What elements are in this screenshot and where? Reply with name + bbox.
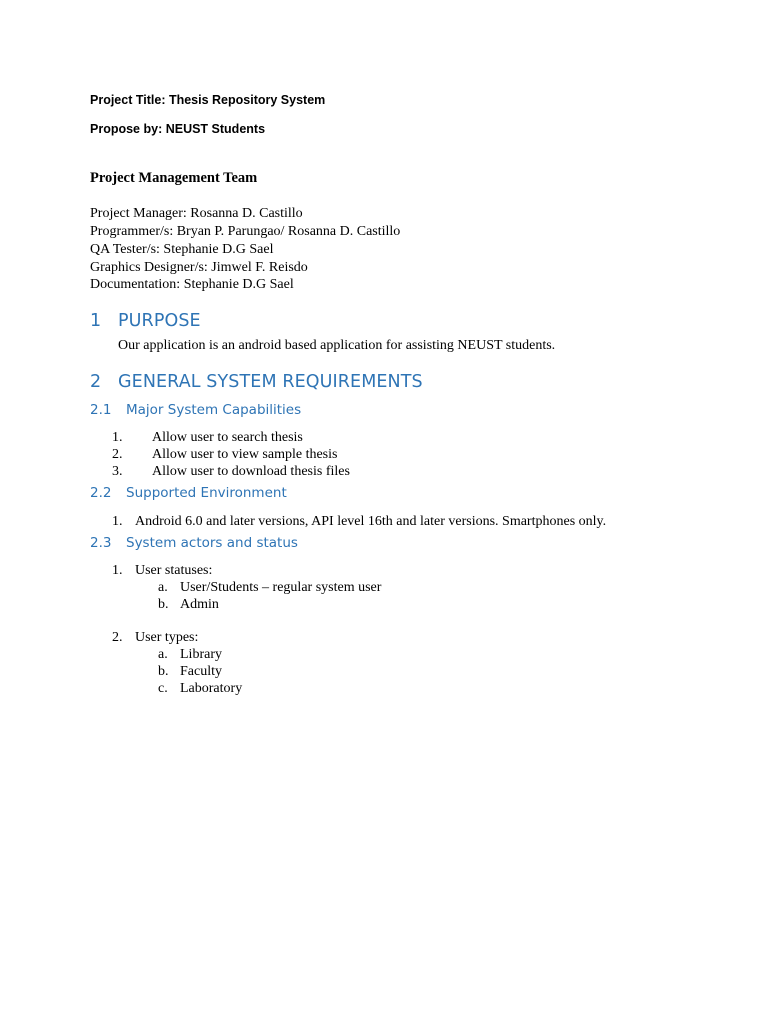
list-marker: c. xyxy=(158,681,168,696)
section-2-heading xyxy=(90,372,423,392)
list-item xyxy=(112,513,606,531)
team-heading: Project Management Team xyxy=(90,170,258,186)
sub-list-item xyxy=(158,663,222,681)
team-member: QA Tester/s: Stephanie D.G Sael xyxy=(90,242,274,257)
proposed-by: Propose by: NEUST Students xyxy=(90,122,266,136)
purpose-text: Our application is an android based application for assisting NEUST students. xyxy=(118,338,556,353)
list-marker: 1. xyxy=(112,514,123,529)
list-item xyxy=(112,463,350,481)
section-2-1-heading xyxy=(90,402,301,418)
list-marker: 2. xyxy=(112,447,123,462)
list-text: Library xyxy=(180,647,222,662)
section-1-number: 1 xyxy=(90,311,102,331)
list-text: Laboratory xyxy=(180,681,243,696)
section-1-heading xyxy=(90,311,201,331)
section-2-2-heading xyxy=(90,485,287,501)
section-1-title: PURPOSE xyxy=(118,311,201,331)
list-text: Allow user to search thesis xyxy=(152,430,303,445)
sub-list-item xyxy=(158,596,219,614)
list-marker: 2. xyxy=(112,630,123,645)
list-item xyxy=(112,562,212,580)
team-member: Programmer/s: Bryan P. Parungao/ Rosanna D. Castillo xyxy=(90,224,401,239)
list-text: Admin xyxy=(180,597,219,612)
sub-list-item xyxy=(158,646,222,664)
section-2-2-title: Supported Environment xyxy=(126,485,287,501)
section-2-3-heading xyxy=(90,535,298,551)
list-item xyxy=(112,629,198,647)
list-text: Android 6.0 and later versions, API level 16th and later versions. Smartphones only. xyxy=(135,514,607,529)
list-text: User types: xyxy=(135,630,199,645)
list-item xyxy=(112,429,303,447)
sub-list-item xyxy=(158,579,381,597)
list-marker: a. xyxy=(158,647,168,662)
list-marker: 3. xyxy=(112,464,123,479)
list-marker: b. xyxy=(158,664,169,679)
team-member: Graphics Designer/s: Jimwel F. Reisdo xyxy=(90,260,308,275)
section-2-2-number: 2.2 xyxy=(90,485,112,501)
list-marker: a. xyxy=(158,580,168,595)
section-2-number: 2 xyxy=(90,372,102,392)
section-2-1-title: Major System Capabilities xyxy=(126,402,302,418)
team-member: Project Manager: Rosanna D. Castillo xyxy=(90,206,303,221)
sub-list-item xyxy=(158,680,242,698)
list-item xyxy=(112,446,337,464)
section-2-1-number: 2.1 xyxy=(90,402,112,418)
list-text: Allow user to view sample thesis xyxy=(152,447,338,462)
list-marker: b. xyxy=(158,597,169,612)
team-member: Documentation: Stephanie D.G Sael xyxy=(90,277,294,292)
section-2-3-title: System actors and status xyxy=(126,535,298,551)
project-title: Project Title: Thesis Repository System xyxy=(90,93,326,107)
list-marker: 1. xyxy=(112,430,123,445)
list-text: User statuses: xyxy=(135,563,213,578)
list-marker: 1. xyxy=(112,563,123,578)
section-2-title: GENERAL SYSTEM REQUIREMENTS xyxy=(118,372,423,392)
list-text: Allow user to download thesis files xyxy=(152,464,350,479)
list-text: User/Students – regular system user xyxy=(180,580,382,595)
section-2-3-number: 2.3 xyxy=(90,535,112,551)
list-text: Faculty xyxy=(180,664,222,679)
